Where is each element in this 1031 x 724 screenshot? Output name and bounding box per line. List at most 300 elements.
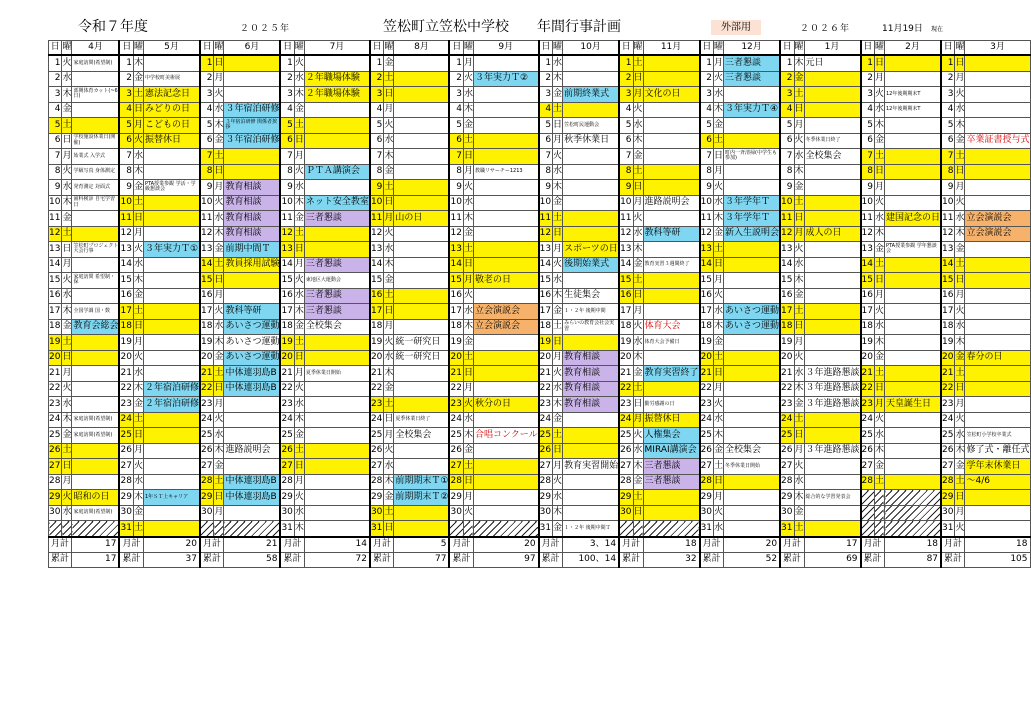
weekday: 水 bbox=[463, 87, 473, 103]
weekday: 水 bbox=[384, 350, 394, 366]
event-cell bbox=[724, 273, 781, 289]
event-cell bbox=[724, 87, 781, 103]
day-number: 19 bbox=[780, 335, 794, 351]
weekday: 火 bbox=[62, 273, 72, 289]
day-number: 27 bbox=[449, 459, 463, 475]
event-cell: 全校集会 bbox=[804, 149, 861, 165]
day-number: 15 bbox=[619, 273, 633, 289]
year-2025-label: ２０２５年 bbox=[240, 24, 291, 34]
day-number: 6 bbox=[449, 133, 463, 149]
day-number: 28 bbox=[700, 474, 714, 490]
day-number: 26 bbox=[449, 443, 463, 459]
weekday-column-header: 曜 bbox=[955, 41, 965, 56]
event-cell bbox=[72, 102, 120, 118]
day-number: 23 bbox=[539, 397, 553, 413]
weekday: 金 bbox=[794, 397, 804, 413]
day-number: 28 bbox=[49, 474, 62, 490]
day-row bbox=[49, 71, 1031, 87]
event-cell bbox=[965, 149, 1030, 165]
weekday: 日 bbox=[463, 474, 473, 490]
weekday: 月 bbox=[553, 133, 563, 149]
month-header: 11月 bbox=[643, 41, 700, 56]
event-cell bbox=[143, 335, 200, 351]
day-number: 7 bbox=[861, 149, 875, 165]
event-cell bbox=[143, 505, 200, 521]
weekday: 月 bbox=[955, 505, 965, 521]
event-cell: ＰＴＡ講演会 bbox=[304, 164, 370, 180]
weekday: 金 bbox=[133, 505, 143, 521]
day-number: 19 bbox=[280, 335, 294, 351]
day-number: 9 bbox=[119, 180, 133, 196]
event-cell: 部開体育カット(~6日) bbox=[72, 87, 120, 103]
event-cell bbox=[965, 335, 1030, 351]
day-number: 6 bbox=[941, 133, 955, 149]
event-cell bbox=[965, 288, 1030, 304]
day-number: 31 bbox=[370, 521, 384, 537]
event-cell: 中学校町美術展 bbox=[143, 71, 200, 87]
weekday: 木 bbox=[794, 164, 804, 180]
day-number: 21 bbox=[700, 366, 714, 382]
day-number: 30 bbox=[780, 505, 794, 521]
day-number: 14 bbox=[49, 257, 62, 273]
monthly-total-label: 月計 bbox=[539, 537, 563, 553]
event-cell bbox=[804, 428, 861, 444]
event-cell: 秋季休業日 bbox=[563, 133, 620, 149]
monthly-total-value: 3、14 bbox=[563, 537, 620, 553]
weekday: 土 bbox=[553, 102, 563, 118]
weekday: 木 bbox=[133, 164, 143, 180]
cumulative-total-value: 69 bbox=[804, 552, 861, 567]
day-number: 12 bbox=[449, 226, 463, 242]
weekday: 木 bbox=[874, 118, 884, 134]
day-number: 14 bbox=[780, 257, 794, 273]
event-cell: 卒業証書授与式 bbox=[965, 133, 1030, 149]
day-number: 6 bbox=[861, 133, 875, 149]
weekday: 水 bbox=[214, 102, 224, 118]
weekday: 日 bbox=[294, 459, 304, 475]
weekday: 金 bbox=[463, 226, 473, 242]
day-number: 11 bbox=[200, 211, 214, 227]
weekday: 木 bbox=[62, 195, 72, 211]
event-cell bbox=[473, 226, 538, 242]
weekday: 月 bbox=[463, 490, 473, 506]
day-number: 5 bbox=[280, 118, 294, 134]
day-row bbox=[49, 195, 1031, 211]
event-cell bbox=[885, 55, 942, 71]
weekday: 月 bbox=[955, 180, 965, 196]
event-cell bbox=[394, 242, 450, 258]
weekday: 火 bbox=[384, 335, 394, 351]
day-number: 27 bbox=[700, 459, 714, 475]
weekday: 火 bbox=[714, 505, 724, 521]
day-number: 2 bbox=[370, 71, 384, 87]
event-cell: 教育相談 bbox=[224, 211, 281, 227]
weekday: 日 bbox=[874, 164, 884, 180]
event-cell bbox=[304, 490, 370, 506]
day-number: 13 bbox=[449, 242, 463, 258]
cumulative-total-label: 累計 bbox=[941, 552, 965, 567]
day-number: 28 bbox=[619, 474, 633, 490]
weekday: 金 bbox=[463, 443, 473, 459]
weekday: 日 bbox=[714, 149, 724, 165]
weekday: 木 bbox=[794, 55, 804, 71]
weekday: 木 bbox=[874, 335, 884, 351]
day-number: 23 bbox=[280, 397, 294, 413]
day-number: 2 bbox=[941, 71, 955, 87]
day-row bbox=[49, 149, 1031, 165]
day-number: 17 bbox=[280, 304, 294, 320]
weekday: 日 bbox=[955, 490, 965, 506]
weekday: 月 bbox=[214, 180, 224, 196]
event-cell bbox=[965, 242, 1030, 258]
weekday: 火 bbox=[294, 164, 304, 180]
event-cell bbox=[885, 257, 942, 273]
weekday: 土 bbox=[463, 459, 473, 475]
event-cell bbox=[563, 474, 620, 490]
weekday: 日 bbox=[463, 257, 473, 273]
event-cell: 三者懇談 bbox=[643, 459, 700, 475]
event-cell bbox=[885, 133, 942, 149]
day-number: 18 bbox=[539, 319, 553, 335]
event-cell bbox=[643, 102, 700, 118]
weekday: 水 bbox=[633, 226, 643, 242]
day-number: 7 bbox=[700, 149, 714, 165]
weekday: 水 bbox=[955, 319, 965, 335]
day-number: 16 bbox=[941, 288, 955, 304]
event-cell bbox=[394, 87, 450, 103]
event-cell: 家庭訪問(希望制) bbox=[72, 412, 120, 428]
day-number: 25 bbox=[119, 428, 133, 444]
event-cell: 全校集会 bbox=[724, 443, 781, 459]
weekday: 水 bbox=[794, 474, 804, 490]
day-number: 9 bbox=[449, 180, 463, 196]
event-cell bbox=[143, 149, 200, 165]
empty-weekday-cell bbox=[463, 521, 473, 537]
day-number: 29 bbox=[619, 490, 633, 506]
weekday: 金 bbox=[874, 459, 884, 475]
weekday: 日 bbox=[633, 397, 643, 413]
weekday: 日 bbox=[384, 304, 394, 320]
day-number: 14 bbox=[700, 257, 714, 273]
day-number: 9 bbox=[280, 180, 294, 196]
weekday: 日 bbox=[62, 350, 72, 366]
day-number: 8 bbox=[200, 164, 214, 180]
day-number: 27 bbox=[539, 459, 553, 475]
event-cell: 立会演説会 bbox=[473, 304, 538, 320]
event-cell: 文化の日 bbox=[643, 87, 700, 103]
day-number: 30 bbox=[200, 505, 214, 521]
event-cell bbox=[394, 459, 450, 475]
event-cell: 中体連羽島B bbox=[224, 490, 281, 506]
weekday: 水 bbox=[294, 397, 304, 413]
weekday: 金 bbox=[955, 350, 965, 366]
day-number: 9 bbox=[370, 180, 384, 196]
day-column-header: 日 bbox=[280, 41, 294, 56]
weekday: 火 bbox=[955, 521, 965, 537]
day-number: 5 bbox=[370, 118, 384, 134]
event-cell bbox=[563, 273, 620, 289]
day-number: 17 bbox=[861, 304, 875, 320]
weekday: 日 bbox=[553, 118, 563, 134]
as-of-label: 現在 bbox=[931, 26, 944, 33]
weekday: 月 bbox=[633, 87, 643, 103]
day-row bbox=[49, 273, 1031, 289]
event-cell bbox=[804, 273, 861, 289]
event-cell bbox=[143, 350, 200, 366]
event-cell: 学校施設休業日(開催) bbox=[72, 133, 120, 149]
weekday: 土 bbox=[633, 381, 643, 397]
day-number: 1 bbox=[941, 55, 955, 71]
weekday: 木 bbox=[633, 133, 643, 149]
event-cell bbox=[804, 288, 861, 304]
event-cell bbox=[804, 304, 861, 320]
event-cell bbox=[304, 474, 370, 490]
day-number: 26 bbox=[200, 443, 214, 459]
weekday: 金 bbox=[553, 304, 563, 320]
event-cell bbox=[643, 133, 700, 149]
event-cell bbox=[724, 474, 781, 490]
event-cell: 中体連羽島B bbox=[224, 381, 281, 397]
event-cell bbox=[804, 71, 861, 87]
weekday: 木 bbox=[294, 521, 304, 537]
event-cell: 町内一斉清掃(中学生も参加) bbox=[724, 149, 781, 165]
day-row bbox=[49, 443, 1031, 459]
event-cell bbox=[473, 149, 538, 165]
event-cell bbox=[804, 505, 861, 521]
day-column-header: 日 bbox=[539, 41, 553, 56]
weekday: 木 bbox=[384, 366, 394, 382]
day-number: 6 bbox=[370, 133, 384, 149]
event-cell: 秋分の日 bbox=[473, 397, 538, 413]
weekday: 火 bbox=[62, 164, 72, 180]
weekday: 月 bbox=[384, 102, 394, 118]
weekday: 日 bbox=[633, 505, 643, 521]
event-cell bbox=[804, 350, 861, 366]
school-name: 笠松町立笠松中学校 bbox=[383, 19, 509, 35]
weekday: 日 bbox=[633, 71, 643, 87]
event-cell: 昭和の日 bbox=[72, 490, 120, 506]
day-number: 25 bbox=[280, 428, 294, 444]
weekday: 木 bbox=[553, 397, 563, 413]
weekday: 土 bbox=[714, 350, 724, 366]
event-cell bbox=[72, 397, 120, 413]
day-number: 16 bbox=[861, 288, 875, 304]
weekday: 月 bbox=[463, 273, 473, 289]
weekday: 月 bbox=[714, 490, 724, 506]
weekday: 日 bbox=[214, 55, 224, 71]
weekday: 土 bbox=[874, 474, 884, 490]
weekday: 土 bbox=[384, 71, 394, 87]
event-cell bbox=[224, 428, 281, 444]
weekday: 月 bbox=[955, 288, 965, 304]
event-cell: 冬季休業日終了 bbox=[804, 133, 861, 149]
event-cell bbox=[304, 226, 370, 242]
weekday: 日 bbox=[553, 226, 563, 242]
day-number: 12 bbox=[941, 226, 955, 242]
weekday: 金 bbox=[62, 319, 72, 335]
day-number: 15 bbox=[449, 273, 463, 289]
weekday: 水 bbox=[294, 180, 304, 196]
weekday: 木 bbox=[955, 226, 965, 242]
weekday: 金 bbox=[214, 242, 224, 258]
day-number: 19 bbox=[449, 335, 463, 351]
event-cell bbox=[473, 474, 538, 490]
event-cell bbox=[643, 242, 700, 258]
weekday: 木 bbox=[463, 102, 473, 118]
day-number: 19 bbox=[619, 335, 633, 351]
external-use-badge: 外部用 bbox=[711, 20, 761, 35]
event-cell bbox=[724, 350, 781, 366]
event-cell: 教育実習開始 bbox=[563, 459, 620, 475]
event-cell: 体育大会予備日 bbox=[643, 335, 700, 351]
day-number: 27 bbox=[619, 459, 633, 475]
day-column-header: 日 bbox=[700, 41, 714, 56]
day-number: 5 bbox=[539, 118, 553, 134]
event-cell bbox=[473, 180, 538, 196]
day-number: 27 bbox=[119, 459, 133, 475]
weekday: 木 bbox=[214, 335, 224, 351]
day-number: 25 bbox=[539, 428, 553, 444]
monthly-total-value: 17 bbox=[804, 537, 861, 553]
event-cell: 発育測定 対面式 bbox=[72, 180, 120, 196]
fiscal-year-title: 令和７年度 bbox=[78, 19, 148, 35]
weekday: 土 bbox=[794, 195, 804, 211]
day-number: 9 bbox=[780, 180, 794, 196]
event-cell bbox=[394, 273, 450, 289]
weekday: 水 bbox=[714, 195, 724, 211]
weekday: 金 bbox=[133, 397, 143, 413]
weekday: 水 bbox=[463, 304, 473, 320]
event-cell bbox=[965, 505, 1030, 521]
weekday: 月 bbox=[214, 288, 224, 304]
day-number: 5 bbox=[780, 118, 794, 134]
weekday: 金 bbox=[384, 55, 394, 71]
weekday: 土 bbox=[553, 428, 563, 444]
day-number: 22 bbox=[449, 381, 463, 397]
day-number: 26 bbox=[861, 443, 875, 459]
event-cell bbox=[563, 412, 620, 428]
event-cell bbox=[804, 521, 861, 537]
event-cell: 家庭訪問(希望制) bbox=[72, 428, 120, 444]
event-cell bbox=[965, 366, 1030, 382]
event-cell: ３年進路懇談 bbox=[804, 366, 861, 382]
weekday: 月 bbox=[214, 397, 224, 413]
day-number: 14 bbox=[861, 257, 875, 273]
day-number: 4 bbox=[941, 102, 955, 118]
day-number: 22 bbox=[539, 381, 553, 397]
weekday: 日 bbox=[553, 443, 563, 459]
weekday-column-header: 曜 bbox=[62, 41, 72, 56]
day-number: 15 bbox=[539, 273, 553, 289]
weekday: 金 bbox=[384, 490, 394, 506]
day-number: 28 bbox=[449, 474, 463, 490]
weekday: 火 bbox=[955, 195, 965, 211]
event-cell bbox=[724, 397, 781, 413]
day-number: 8 bbox=[780, 164, 794, 180]
weekday: 金 bbox=[633, 366, 643, 382]
event-cell: あいさつ運動 bbox=[224, 335, 281, 351]
weekday: 金 bbox=[874, 133, 884, 149]
event-cell bbox=[473, 118, 538, 134]
day-number: 8 bbox=[370, 164, 384, 180]
day-number: 10 bbox=[619, 195, 633, 211]
weekday: 月 bbox=[794, 118, 804, 134]
weekday: 木 bbox=[714, 211, 724, 227]
day-number: 18 bbox=[941, 319, 955, 335]
day-number: 8 bbox=[941, 164, 955, 180]
event-cell bbox=[72, 443, 120, 459]
day-number: 30 bbox=[280, 505, 294, 521]
weekday: 水 bbox=[133, 366, 143, 382]
day-number: 20 bbox=[539, 350, 553, 366]
event-cell bbox=[885, 350, 942, 366]
weekday: 日 bbox=[384, 195, 394, 211]
weekday: 月 bbox=[294, 257, 304, 273]
day-number: 8 bbox=[700, 164, 714, 180]
day-column-header: 日 bbox=[780, 41, 794, 56]
day-number: 13 bbox=[49, 242, 62, 258]
day-column-header: 日 bbox=[619, 41, 633, 56]
event-cell bbox=[965, 257, 1030, 273]
event-cell bbox=[885, 180, 942, 196]
event-cell: ３年宿泊研修 bbox=[224, 102, 281, 118]
weekday-column-header: 曜 bbox=[714, 41, 724, 56]
weekday: 日 bbox=[133, 211, 143, 227]
weekday: 火 bbox=[463, 71, 473, 87]
weekday-column-header: 曜 bbox=[463, 41, 473, 56]
day-number: 29 bbox=[200, 490, 214, 506]
day-number: 19 bbox=[700, 335, 714, 351]
weekday: 土 bbox=[62, 226, 72, 242]
weekday: 木 bbox=[294, 304, 304, 320]
weekday: 月 bbox=[384, 319, 394, 335]
day-number: 15 bbox=[49, 273, 62, 289]
event-cell: 前期期末Ｔ① bbox=[394, 474, 450, 490]
event-cell bbox=[965, 490, 1030, 506]
event-cell: 憲法記念日 bbox=[143, 87, 200, 103]
event-cell: 山の日 bbox=[394, 211, 450, 227]
cumulative-total-value: 58 bbox=[224, 552, 281, 567]
day-number: 12 bbox=[49, 226, 62, 242]
day-number: 20 bbox=[119, 350, 133, 366]
day-number: 27 bbox=[370, 459, 384, 475]
weekday: 火 bbox=[633, 102, 643, 118]
weekday: 水 bbox=[794, 366, 804, 382]
event-cell bbox=[394, 118, 450, 134]
event-cell: 夏季休業日開始 bbox=[304, 366, 370, 382]
day-number: 23 bbox=[119, 397, 133, 413]
cumulative-total-label: 累計 bbox=[619, 552, 643, 567]
event-cell: 三者懇談 bbox=[304, 211, 370, 227]
weekday: 日 bbox=[874, 381, 884, 397]
day-number: 19 bbox=[49, 335, 62, 351]
day-number: 23 bbox=[449, 397, 463, 413]
event-cell bbox=[224, 87, 281, 103]
day-number: 17 bbox=[780, 304, 794, 320]
weekday: 水 bbox=[714, 304, 724, 320]
day-number: 3 bbox=[200, 87, 214, 103]
day-number: 7 bbox=[619, 149, 633, 165]
event-cell: 教職リサーチー1213 bbox=[473, 164, 538, 180]
event-cell bbox=[473, 366, 538, 382]
empty-weekday-cell bbox=[214, 521, 224, 537]
weekday: 木 bbox=[384, 474, 394, 490]
weekday: 金 bbox=[294, 319, 304, 335]
event-cell bbox=[143, 195, 200, 211]
weekday: 日 bbox=[463, 366, 473, 382]
day-number: 22 bbox=[280, 381, 294, 397]
weekday: 日 bbox=[955, 273, 965, 289]
